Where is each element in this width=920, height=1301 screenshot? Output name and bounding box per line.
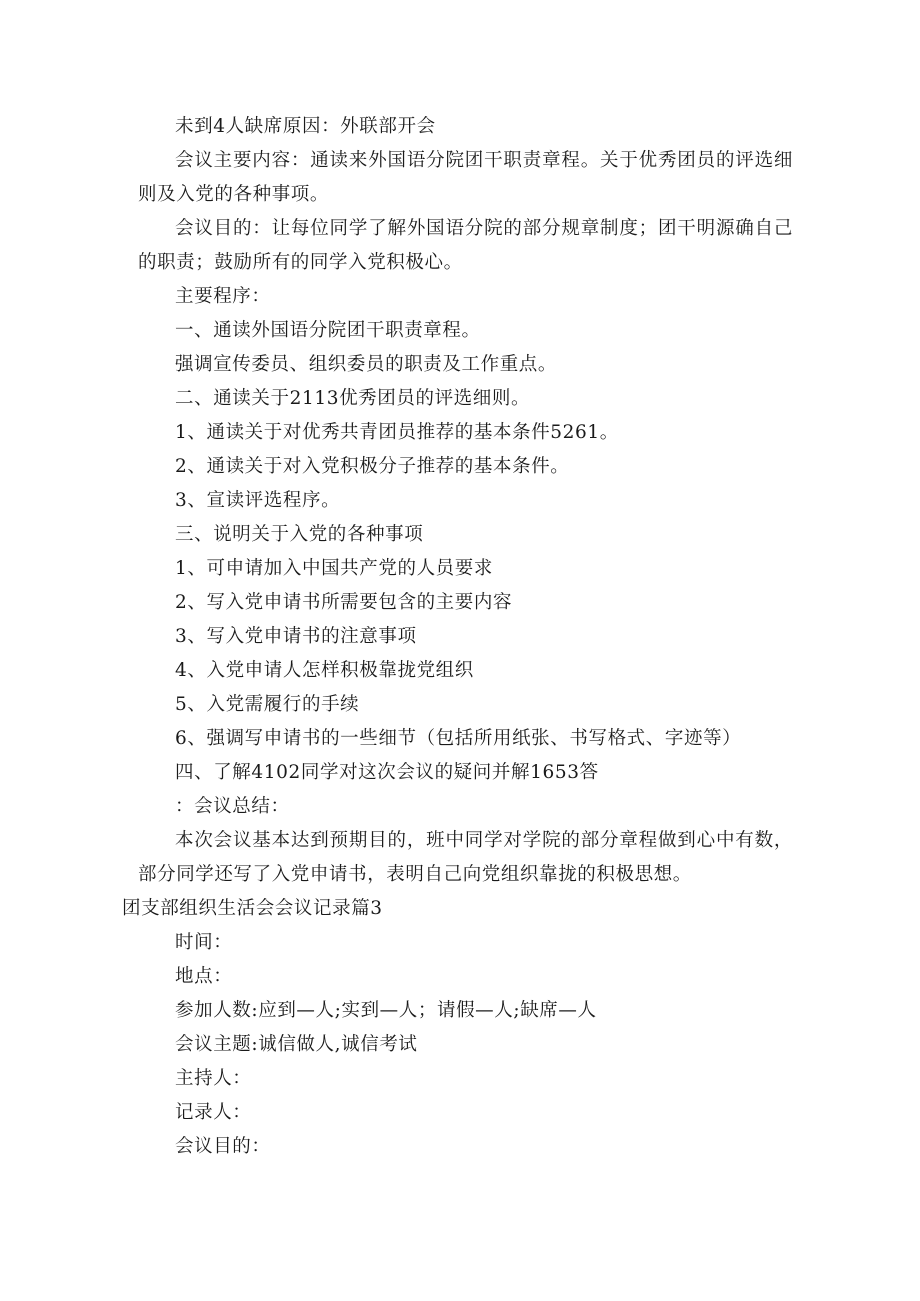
- summary-text: 本次会议基本达到预期目的，班中同学对学院的部分章程做到心中有数，部分同学还写了入党申请书，表明自己向党组织靠拢的积极思想。: [138, 830, 793, 885]
- document-page: [122, 110, 793, 1164]
- procedure-item-3-sub-2: 2、写入党申请书所需要包含的主要内容: [175, 592, 513, 613]
- summary-heading: ：会议总结：: [175, 796, 290, 817]
- procedure-item-3-sub-3: 3、写入党申请书的注意事项: [175, 626, 417, 647]
- procedure-item-4: 四、了解4102同学对这次会议的疑问并解1653答: [175, 762, 599, 783]
- field-host: 主持人：: [175, 1068, 252, 1089]
- field-purpose: 会议目的：: [175, 1136, 271, 1157]
- procedure-item-3-sub-5: 5、入党需履行的手续: [175, 694, 360, 715]
- field-attendance: 参加人数:应到—人;实到—人；请假—人;缺席—人: [175, 1000, 597, 1021]
- procedure-item-2: 二、通读关于2113优秀团员的评选细则。: [175, 388, 531, 409]
- procedure-item-2-sub-3: 3、宣读评选程序。: [175, 490, 341, 511]
- procedure-item-3-sub-1: 1、可申请加入中国共产党的人员要求: [175, 558, 493, 579]
- procedure-item-2-sub-2: 2、通读关于对入党积极分子推荐的基本条件。: [175, 456, 570, 477]
- field-time: 时间：: [175, 932, 233, 953]
- procedure-item-3: 三、说明关于入党的各种事项: [175, 524, 424, 545]
- meeting-purpose: 会议目的：让每位同学了解外国语分院的部分规章制度；团干明源确自己的职责；鼓励所有的同学入党积极心。: [138, 218, 793, 273]
- field-recorder: 记录人：: [175, 1102, 252, 1123]
- procedure-item-2-sub-1: 1、通读关于对优秀共青团员推荐的基本条件5261。: [175, 422, 619, 443]
- meeting-content: 会议主要内容：通读来外国语分院团干职责章程。关于优秀团员的评选细则及入党的各种事项。: [138, 150, 793, 205]
- procedure-item-3-sub-4: 4、入党申请人怎样积极靠拢党组织: [175, 660, 474, 681]
- section-title: 团支部组织生活会会议记录篇3: [122, 898, 383, 919]
- main-procedure-heading: 主要程序：: [175, 286, 271, 307]
- field-location: 地点：: [175, 966, 233, 987]
- absence-reason: 未到4人缺席原因：外联部开会: [175, 116, 436, 137]
- field-theme: 会议主题:诚信做人,诚信考试: [175, 1034, 418, 1055]
- procedure-item-1-detail: 强调宣传委员、组织委员的职责及工作重点。: [175, 354, 558, 375]
- procedure-item-1: 一、通读外国语分院团干职责章程。: [175, 320, 481, 341]
- procedure-item-3-sub-6: 6、强调写申请书的一些细节（包括所用纸张、书写格式、字迹等）: [175, 728, 742, 749]
